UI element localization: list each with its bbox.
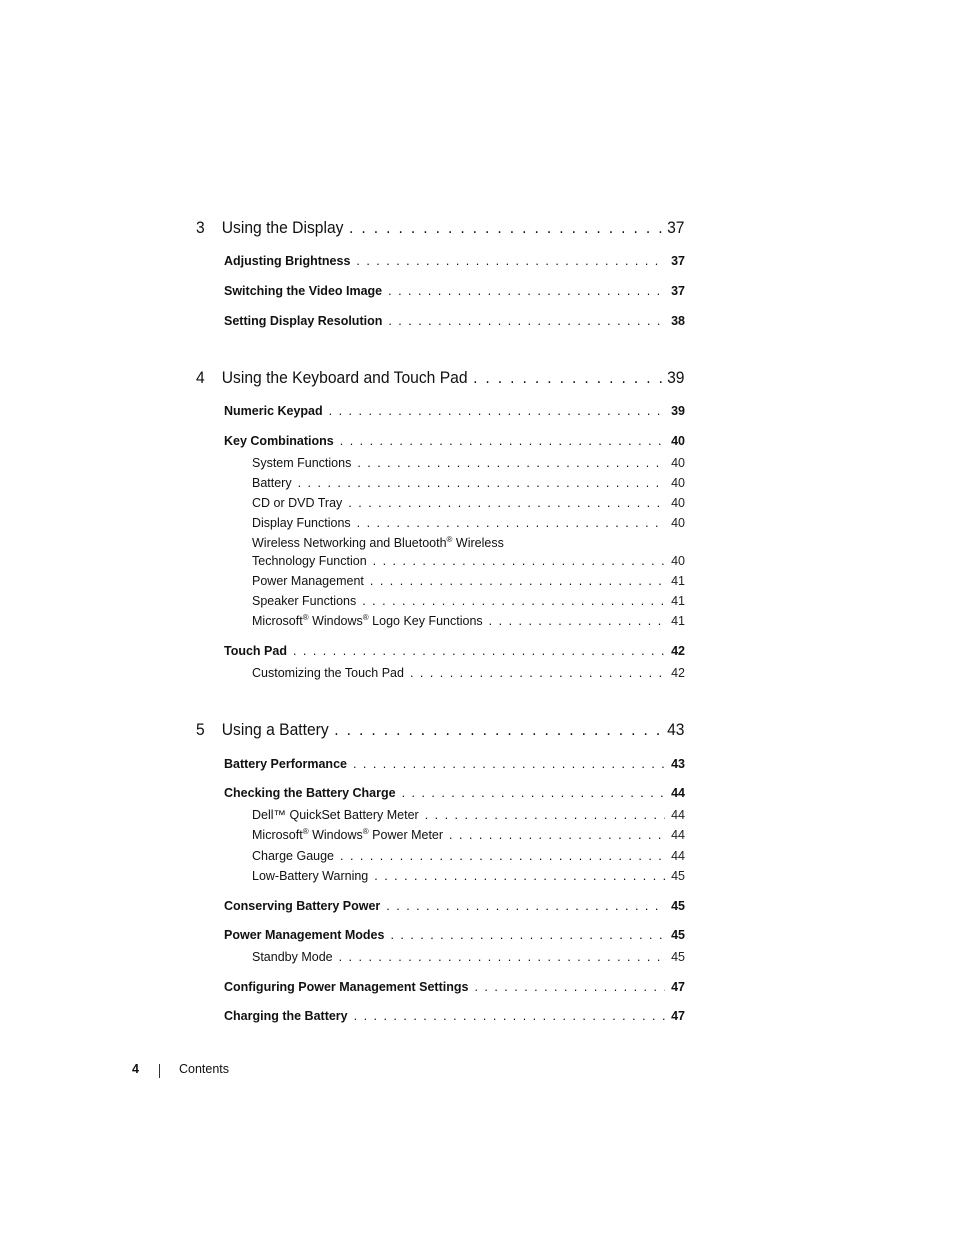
toc-subsection[interactable]	[252, 869, 685, 887]
section-page: 42	[671, 644, 685, 658]
section-page: 44	[671, 786, 685, 800]
dot-leader	[468, 980, 665, 994]
toc-subsection[interactable]	[252, 808, 685, 826]
dot-leader	[396, 786, 666, 800]
dot-leader	[419, 808, 665, 822]
dot-leader	[382, 284, 665, 298]
subsection-title: System Functions	[252, 456, 352, 470]
section-page: 37	[671, 254, 685, 268]
section-title: Adjusting Brightness	[224, 254, 351, 268]
subsection-title-part: Microsoft	[252, 828, 303, 842]
toc-section[interactable]	[224, 404, 685, 422]
section-page: 45	[671, 928, 685, 942]
dot-leader	[368, 869, 665, 883]
subsection-page: 42	[671, 666, 685, 680]
dot-leader	[468, 368, 662, 388]
subsection-page: 44	[671, 808, 685, 822]
toc-section[interactable]	[224, 314, 685, 332]
subsection-page: 41	[671, 614, 685, 628]
dot-leader	[342, 496, 665, 510]
dot-leader	[348, 1009, 665, 1023]
dot-leader	[350, 254, 665, 268]
toc-section[interactable]	[224, 254, 685, 272]
dot-leader	[351, 456, 665, 470]
dot-leader	[334, 849, 665, 863]
chapter-page: 43	[667, 720, 685, 739]
toc-subsection[interactable]	[252, 666, 685, 684]
footer-page-number: 4	[132, 1062, 139, 1076]
subsection-page: 44	[671, 828, 685, 842]
footer-divider	[159, 1064, 160, 1078]
dot-leader	[347, 757, 665, 771]
section-title: Setting Display Resolution	[224, 314, 383, 328]
subsection-page: 45	[671, 869, 685, 883]
dot-leader	[443, 828, 665, 842]
section-title: Touch Pad	[224, 644, 287, 658]
dot-leader	[329, 720, 662, 740]
subsection-page: 44	[671, 849, 685, 863]
registered-mark: ®	[446, 534, 453, 544]
section-page: 37	[671, 284, 685, 298]
subsection-title: Technology Function	[252, 554, 367, 568]
section-page: 47	[671, 980, 685, 994]
toc-section[interactable]	[224, 644, 685, 662]
dot-leader	[404, 666, 665, 680]
section-title: Switching the Video Image	[224, 284, 383, 298]
toc-section[interactable]	[224, 899, 685, 917]
dot-leader	[287, 644, 665, 658]
subsection-page: 40	[671, 456, 685, 470]
toc-subsection[interactable]	[252, 574, 685, 592]
registered-mark: ®	[302, 828, 309, 836]
dot-leader	[382, 314, 665, 328]
subsection-page: 45	[671, 950, 685, 964]
subsection-page: 40	[671, 476, 685, 490]
chapter-page: 37	[667, 218, 685, 237]
subsection-title-line1[interactable]	[252, 536, 504, 550]
subsection-title	[252, 614, 483, 628]
dot-leader	[343, 218, 661, 238]
dot-leader	[483, 614, 665, 628]
section-page: 47	[671, 1009, 685, 1023]
dot-leader	[367, 554, 665, 568]
section-title: Power Management Modes	[224, 928, 385, 942]
registered-mark: ®	[362, 614, 369, 622]
subsection-title: Speaker Functions	[252, 594, 357, 608]
section-title: Conserving Battery Power	[224, 899, 381, 913]
subsection-title: Display Functions	[252, 516, 351, 530]
subsection-title: CD or DVD Tray	[252, 496, 343, 510]
subsection-title	[252, 828, 443, 842]
section-page: 43	[671, 757, 685, 771]
section-page: 40	[671, 434, 685, 448]
dot-leader	[364, 574, 665, 588]
toc-section[interactable]	[224, 284, 685, 302]
registered-mark: ®	[362, 828, 369, 836]
subsection-title-part: Wireless Networking and Bluetooth	[252, 536, 447, 550]
subsection-title-part: Windows	[308, 828, 363, 842]
section-title: Numeric Keypad	[224, 404, 323, 418]
subsection-title-part: Wireless	[452, 536, 504, 550]
chapter-title: Using the Display	[221, 218, 344, 237]
dot-leader	[356, 594, 665, 608]
subsection-title-part: Windows	[308, 614, 363, 628]
chapter-number: 3	[196, 218, 205, 237]
toc-subsection[interactable]	[252, 950, 685, 968]
toc-subsection[interactable]	[252, 496, 685, 514]
subsection-title-part: Logo Key Functions	[368, 614, 483, 628]
subsection-title: Power Management	[252, 574, 364, 588]
toc-subsection[interactable]	[252, 614, 685, 632]
section-page: 38	[671, 314, 685, 328]
subsection-title: Battery	[252, 476, 292, 490]
subsection-title: Charge Gauge	[252, 849, 335, 863]
section-title: Key Combinations	[224, 434, 334, 448]
subsection-title-part: Power Meter	[368, 828, 444, 842]
toc-section[interactable]	[224, 980, 685, 998]
subsection-title: Customizing the Touch Pad	[252, 666, 404, 680]
toc-section[interactable]	[224, 1009, 685, 1027]
section-title: Battery Performance	[224, 757, 347, 771]
dot-leader	[380, 899, 665, 913]
toc-subsection[interactable]	[252, 828, 685, 846]
toc-subsection[interactable]	[252, 516, 685, 534]
section-title: Charging the Battery	[224, 1009, 348, 1023]
dot-leader	[323, 404, 665, 418]
section-title: Checking the Battery Charge	[224, 786, 396, 800]
subsection-page: 40	[671, 554, 685, 568]
registered-mark: ®	[302, 614, 309, 622]
dot-leader	[334, 434, 665, 448]
toc-chapter-4[interactable]	[196, 368, 685, 392]
section-page: 45	[671, 899, 685, 913]
toc-subsection[interactable]	[252, 594, 685, 612]
subsection-page: 40	[671, 496, 685, 510]
footer-label: Contents	[179, 1062, 230, 1076]
toc-subsection[interactable]	[252, 456, 685, 474]
chapter-title: Using the Keyboard and Touch Pad	[221, 368, 468, 387]
chapter-number: 4	[196, 368, 205, 387]
subsection-title-part: Microsoft	[252, 614, 303, 628]
dot-leader	[351, 516, 665, 530]
chapter-page: 39	[667, 368, 685, 387]
dot-leader	[333, 950, 665, 964]
toc-subsection[interactable]	[252, 849, 685, 867]
subsection-title: Low-Battery Warning	[252, 869, 369, 883]
toc-chapter-3[interactable]	[196, 218, 685, 242]
subsection-title: Standby Mode	[252, 950, 333, 964]
toc-section[interactable]	[224, 928, 685, 946]
toc-subsection[interactable]	[252, 554, 685, 572]
toc-chapter-5[interactable]	[196, 720, 685, 744]
section-page: 39	[671, 404, 685, 418]
toc-section[interactable]	[224, 757, 685, 775]
toc-subsection[interactable]	[252, 476, 685, 494]
toc-section[interactable]	[224, 434, 685, 452]
dot-leader	[292, 476, 665, 490]
section-title: Configuring Power Management Settings	[224, 980, 469, 994]
toc-section[interactable]	[224, 786, 685, 804]
subsection-title: Dell™ QuickSet Battery Meter	[252, 808, 419, 822]
chapter-title: Using a Battery	[221, 720, 329, 739]
subsection-page: 41	[671, 594, 685, 608]
dot-leader	[384, 928, 665, 942]
subsection-page: 40	[671, 516, 685, 530]
subsection-page: 41	[671, 574, 685, 588]
chapter-number: 5	[196, 720, 205, 739]
